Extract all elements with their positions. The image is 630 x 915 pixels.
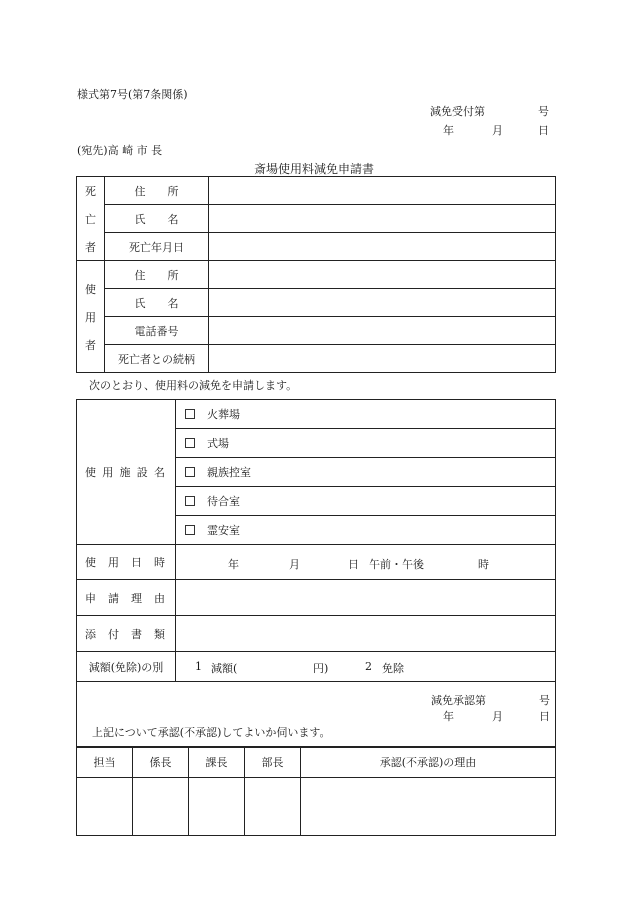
- application-statement: 次のとおり、使用料の減免を申請します。: [89, 379, 298, 392]
- deceased-address-field[interactable]: [209, 177, 556, 205]
- approval-suffix: 号: [539, 694, 550, 707]
- datetime-label-char-3: 日: [131, 556, 142, 569]
- reason-label-char-3: 理: [131, 591, 142, 605]
- reduction-option-1-label[interactable]: 減額(: [211, 662, 238, 675]
- approval-label: 減免承認第: [431, 694, 486, 707]
- datetime-field[interactable]: [176, 545, 556, 580]
- facility-label-char-2: 用: [102, 466, 114, 479]
- deceased-date-label: 死亡年月日: [105, 233, 209, 261]
- datetime-ampm: 午前・午後: [369, 558, 424, 571]
- facility-label-char-3: 施: [119, 466, 131, 479]
- stamp-section-chief[interactable]: [133, 778, 189, 836]
- reason-field[interactable]: [176, 580, 556, 616]
- deceased-group-label: [77, 177, 105, 261]
- reason-label-char-4: 由: [154, 591, 165, 605]
- user-char-3: 者: [85, 338, 96, 352]
- deceased-char-3: 者: [85, 240, 96, 254]
- checkbox[interactable]: [185, 438, 195, 448]
- approval-section: [77, 682, 556, 748]
- facility-label-char-5: 名: [154, 466, 165, 479]
- user-name-field[interactable]: [209, 289, 556, 317]
- deceased-address-label: 住 所: [105, 177, 209, 205]
- facility-option-label: 式場: [207, 437, 229, 450]
- datetime-label-char-2: 用: [108, 556, 119, 569]
- facility-option-mortuary[interactable]: [176, 516, 556, 545]
- reduction-option-1-number: 1: [195, 660, 202, 673]
- user-name-label: 氏 名: [105, 289, 209, 317]
- checkbox[interactable]: [185, 496, 195, 506]
- addressee: (宛先)高 崎 市 長: [77, 144, 163, 157]
- approval-date-year: 年: [443, 710, 454, 723]
- user-group-label: [77, 261, 105, 373]
- facility-option-waiting-room[interactable]: [176, 487, 556, 516]
- attachments-field[interactable]: [176, 616, 556, 652]
- facility-option-family-room[interactable]: [176, 458, 556, 487]
- receipt-date-month: 月: [492, 124, 503, 137]
- deceased-date-field[interactable]: [209, 233, 556, 261]
- user-char-2: 用: [85, 310, 96, 324]
- receipt-label: 減免受付第: [430, 105, 485, 118]
- datetime-day: 日: [348, 558, 359, 571]
- receipt-date-year: 年: [443, 124, 454, 137]
- receipt-suffix: 号: [538, 105, 549, 118]
- attachments-label-char-2: 付: [108, 627, 119, 641]
- approval-date-month: 月: [492, 710, 503, 723]
- header-in-charge: 担当: [77, 747, 133, 778]
- receipt-date-day: 日: [538, 124, 549, 137]
- checkbox[interactable]: [185, 467, 195, 477]
- stamp-in-charge[interactable]: [77, 778, 133, 836]
- facility-option-label: 親族控室: [207, 466, 251, 479]
- reduction-option-2-number: 2: [365, 660, 372, 673]
- deceased-name-field[interactable]: [209, 205, 556, 233]
- deceased-name-label: 氏 名: [105, 205, 209, 233]
- applicant-table: [76, 176, 556, 373]
- checkbox[interactable]: [185, 525, 195, 535]
- user-phone-label: 電話番号: [105, 317, 209, 345]
- facility-option-label: 霊安室: [207, 524, 240, 537]
- checkbox[interactable]: [185, 409, 195, 419]
- reduction-option-1-unit: 円): [313, 662, 329, 675]
- reason-label: [77, 580, 176, 616]
- header-section-chief: 係長: [133, 747, 189, 778]
- attachments-label-char-1: 添: [85, 627, 96, 641]
- deceased-char-1: 死: [85, 184, 96, 198]
- user-char-1: 使: [85, 282, 96, 296]
- header-department-head: 部長: [245, 747, 301, 778]
- user-address-field[interactable]: [209, 261, 556, 289]
- user-address-label: 住 所: [105, 261, 209, 289]
- stamp-department-head[interactable]: [245, 778, 301, 836]
- datetime-hour: 時: [478, 558, 489, 571]
- attachments-label-char-3: 書: [131, 627, 142, 641]
- header-approval-reason: 承認(不承認)の理由: [301, 747, 556, 778]
- reduction-option-2-label[interactable]: 免除: [382, 662, 404, 675]
- facility-option-ceremony-hall[interactable]: [176, 429, 556, 458]
- header-division-chief: 課長: [189, 747, 245, 778]
- attachments-label: [77, 616, 176, 652]
- facility-option-crematorium[interactable]: [176, 400, 556, 429]
- reason-label-char-1: 申: [85, 591, 96, 605]
- page-title: 斎場使用料減免申請書: [254, 162, 375, 176]
- reduction-type-label: 減額(免除)の別: [77, 652, 176, 682]
- form-number: 様式第7号(第7条関係): [77, 88, 188, 101]
- deceased-char-2: 亡: [85, 212, 96, 226]
- datetime-year: 年: [228, 558, 239, 571]
- datetime-month: 月: [289, 558, 300, 571]
- facility-label: [77, 400, 176, 545]
- approval-request-text: 上記について承認(不承認)してよいか伺います。: [92, 726, 331, 739]
- usage-table: [76, 399, 556, 748]
- approval-reason-field[interactable]: [301, 778, 556, 836]
- reduction-type-field[interactable]: [176, 652, 556, 682]
- stamp-division-chief[interactable]: [189, 778, 245, 836]
- datetime-label-char-4: 時: [154, 556, 165, 569]
- signoff-table: [76, 746, 556, 836]
- datetime-label-char-1: 使: [85, 556, 96, 569]
- datetime-label: [77, 545, 176, 580]
- facility-label-char-1: 使: [85, 466, 96, 479]
- user-phone-field[interactable]: [209, 317, 556, 345]
- facility-option-label: 待合室: [207, 495, 240, 508]
- user-relation-field[interactable]: [209, 345, 556, 373]
- reason-label-char-2: 請: [108, 591, 119, 605]
- attachments-label-char-4: 類: [154, 627, 165, 641]
- approval-date-day: 日: [539, 710, 550, 723]
- facility-option-label: 火葬場: [207, 408, 240, 421]
- facility-label-char-4: 設: [136, 466, 148, 479]
- user-relation-label: 死亡者との続柄: [105, 345, 209, 373]
